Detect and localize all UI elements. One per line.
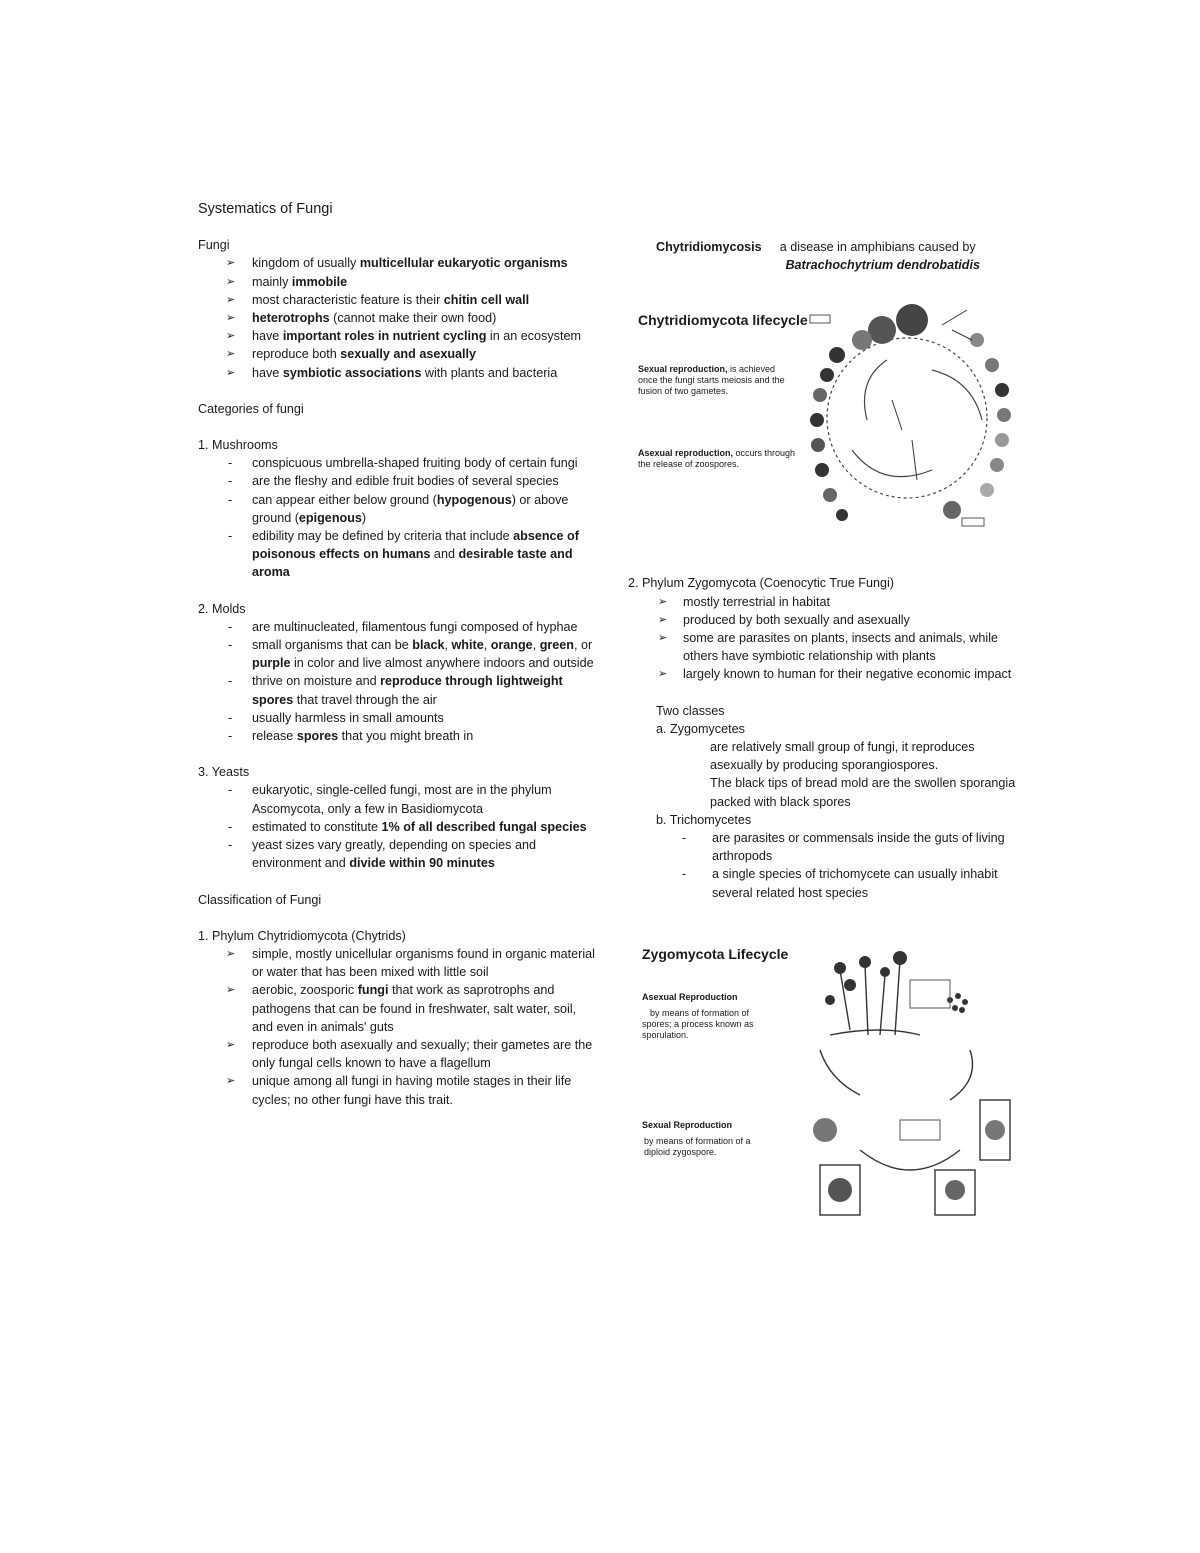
phylum2-list-item: ➢ mostly terrestrial in habitat <box>628 593 1018 611</box>
category-list-item: - estimated to constitute 1% of all described fungal species <box>198 818 598 836</box>
class-a-text-1: are relatively small group of fungi, it reproduces asexually by producing sporangiospores. <box>710 740 975 773</box>
class-b-list <box>628 829 1018 902</box>
fungi-list-item: ➢ kingdom of usually multicellular eukaryotic organisms <box>198 254 598 272</box>
category-list <box>198 454 598 581</box>
page-title: Systematics of Fungi <box>198 201 333 217</box>
phylum2-heading: 2. Phylum Zygomycota (Coenocytic True Fungi) <box>628 576 894 591</box>
phylum1-list <box>198 945 598 1109</box>
category-list <box>198 618 598 745</box>
figure1-asexual-caption: Asexual reproduction, occurs through the release of zoospores. <box>638 448 796 469</box>
classification-heading: Classification of Fungi <box>198 892 322 907</box>
category-list-item: - small organisms that can be black, white, orange, green, or purple in color and live almost anywhere indoors and outside <box>198 636 598 672</box>
category-list-item: - yeast sizes vary greatly, depending on species and environment and divide within 90 minutes <box>198 836 598 872</box>
class-b-heading: b. Trichomycetes <box>656 812 752 827</box>
category-list-item: - conspicuous umbrella-shaped fruiting body of certain fungi <box>198 454 598 472</box>
phylum1-list-item: ➢ unique among all fungi in having motile stages in their life cycles; no other fungi have this trait. <box>198 1072 598 1108</box>
zygo-cycle-diagram <box>800 940 1020 1222</box>
figure2-asexual-heading: Asexual Reproduction <box>642 992 738 1002</box>
category-heading: 2. Molds <box>198 601 246 616</box>
phylum1-list-item: ➢ simple, mostly unicellular organisms found in organic material or water that has been mixed with little soil <box>198 945 598 981</box>
class-b-list-item: - a single species of trichomycete can usually inhabit several related host species <box>628 865 1018 901</box>
left-column <box>198 200 598 1109</box>
fungi-heading: Fungi <box>198 238 230 253</box>
phylum2-list-item: ➢ produced by both sexually and asexually <box>628 611 1018 629</box>
class-a-heading: a. Zygomycetes <box>656 721 745 736</box>
figure2-sexual-heading: Sexual Reproduction <box>642 1120 733 1130</box>
chytridiomycosis-desc: a disease in amphibians caused by <box>779 240 976 254</box>
category-heading: 3. Yeasts <box>198 765 250 780</box>
figure1-title: Chytridiomycota lifecycle <box>638 312 808 328</box>
fungi-list-item: ➢ reproduce both sexually and asexually <box>198 345 598 363</box>
class-b-list-item: - are parasites or commensals inside the guts of living arthropods <box>628 829 1018 865</box>
phylum2-list-item: ➢ largely known to human for their negative economic impact <box>628 665 1018 683</box>
fungi-list-item: ➢ have important roles in nutrient cycling in an ecosystem <box>198 327 598 345</box>
category-list-item: - thrive on moisture and reproduce through lightweight spores that travel through the air <box>198 672 598 708</box>
category-list-item: - eukaryotic, single-celled fungi, most are in the phylum Ascomycota, only a few in Basidiomycota <box>198 781 598 817</box>
species-name: Batrachochytrium dendrobatidis <box>785 258 980 273</box>
two-classes-label: Two classes <box>656 703 725 718</box>
class-a-text-2: The black tips of bread mold are the swollen sporangia packed with black spores <box>710 776 1016 809</box>
chytrid-cycle-diagram <box>792 300 1022 536</box>
categories-heading: Categories of fungi <box>198 401 304 416</box>
phylum1-list-item: ➢ aerobic, zoosporic fungi that work as saprotrophs and pathogens that can be found in freshwater, salt water, soil, and even in animals' guts <box>198 981 598 1036</box>
figure2-title: Zygomycota Lifecycle <box>642 946 789 962</box>
chytridiomycosis-term: Chytridiomycosis <box>656 240 762 254</box>
fungi-list-item: ➢ most characteristic feature is their chitin cell wall <box>198 291 598 309</box>
category-list-item: - usually harmless in small amounts <box>198 709 598 727</box>
phylum2-list-item: ➢ some are parasites on plants, insects and animals, while others have symbiotic relationship with plants <box>628 629 1018 665</box>
phylum1-list-item: ➢ reproduce both asexually and sexually; their gametes are the only fungal cells known to have a flagellum <box>198 1036 598 1072</box>
zygomycota-lifecycle-figure <box>640 940 1030 1222</box>
category-list-item: - are multinucleated, filamentous fungi composed of hyphae <box>198 618 598 636</box>
category-list-item: - can appear either below ground (hypogenous) or above ground (epigenous) <box>198 491 598 527</box>
figure1-sexual-caption: Sexual reproduction, is achieved once the fungi starts meiosis and the fusion of two gametes. <box>638 364 785 396</box>
category-list-item: - release spores that you might breath in <box>198 727 598 745</box>
fungi-list-item: ➢ have symbiotic associations with plants and bacteria <box>198 364 598 382</box>
fungi-list <box>198 254 598 381</box>
figure2-asexual-text: by means of formation of spores; a process known as sporulation. <box>642 1008 754 1040</box>
category-heading: 1. Mushrooms <box>198 438 278 453</box>
fungi-list-item: ➢ mainly immobile <box>198 273 598 291</box>
figure2-sexual-text: by means of formation of a diploid zygospore. <box>644 1136 751 1157</box>
categories-groups <box>198 436 598 890</box>
chytridiomycota-lifecycle-figure <box>632 300 1022 536</box>
category-list <box>198 781 598 872</box>
category-list-item: - are the fleshy and edible fruit bodies of several species <box>198 472 598 490</box>
phylum1-heading: 1. Phylum Chytridiomycota (Chytrids) <box>198 928 406 943</box>
phylum2-list <box>628 593 1018 684</box>
fungi-list-item: ➢ heterotrophs (cannot make their own food) <box>198 309 598 327</box>
category-list-item: - edibility may be defined by criteria that include absence of poisonous effects on humans and desirable taste and aroma <box>198 527 598 582</box>
